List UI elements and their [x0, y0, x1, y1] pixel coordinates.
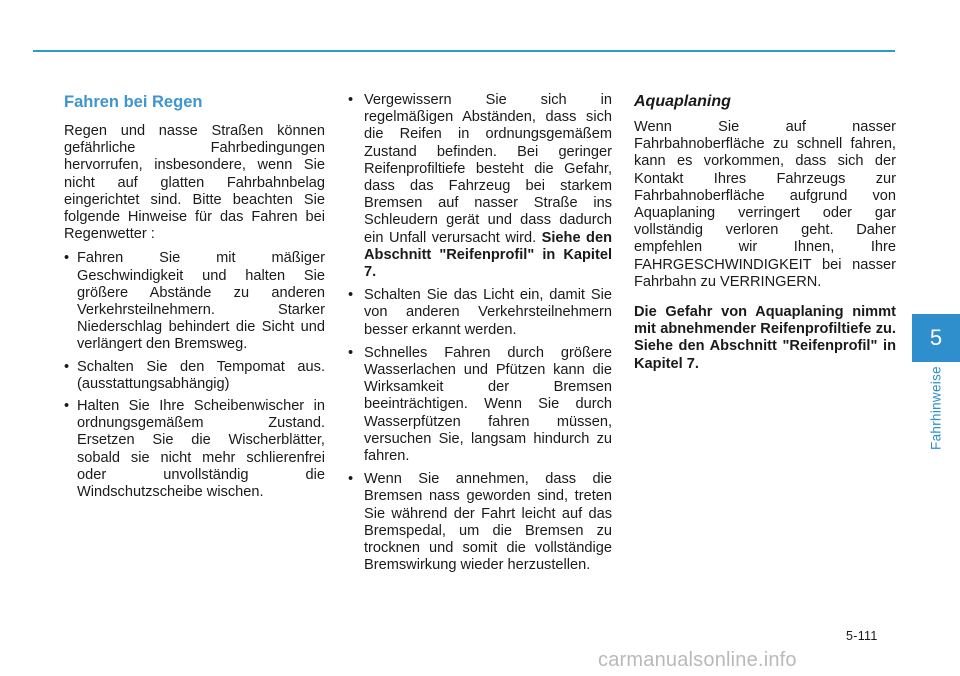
list-item: • Schalten Sie das Licht ein, damit Sie von anderen Verkehrsteilnehmern besser erkannt werden. [348, 287, 612, 339]
tire-check-text: Vergewissern Sie sich in regelmäßigen Abständen, dass sich die Reifen in ordnungsgemäßem Zustand befinden. Bei geringer Reifenprofiltiefe besteht die Gefahr, dass das Fahrzeug bei starkem Bremsen auf nasser Straße ins Schleudern gerät und dass dadurch ein Unfall verursacht wird. [364, 92, 612, 246]
list-item [348, 92, 612, 281]
column-1 [64, 92, 325, 506]
list-item: • Schnelles Fahren durch größere Wasserlachen und Pfützen kann die Wirksamkeit der Bremsen beeinträchtigen. Wenn Sie durch Wasserpfützen fahren müssen, versuchen Sie, langsam hindurch zu fahren. [348, 345, 612, 465]
aquaplaning-title: Aquaplaning [634, 93, 731, 110]
tire-profile-reference: Siehe den Abschnitt "Reifenprofil" in Kapitel 7. [364, 229, 612, 281]
chapter-tab: 5 [912, 314, 960, 362]
column-2 [348, 92, 612, 580]
bullet-list-col2 [348, 92, 612, 574]
header-rule [33, 50, 895, 52]
column-3 [634, 92, 896, 373]
list-item: • Halten Sie Ihre Scheibenwischer in ordnungsgemäßem Zustand. Ersetzen Sie die Wischerblätter, sobald sie nicht mehr schlierenfrei oder unvollständig die Windschutzscheibe wischen. [64, 398, 325, 501]
bullet-list-col1 [64, 250, 325, 501]
list-item: • Fahren Sie mit mäßiger Geschwindigkeit und halten Sie größere Abstände zu anderen Verkehrsteilnehmern. Starker Niederschlag behindert die Sicht und verlängert den Bremsweg. [64, 250, 325, 353]
chapter-label: Fahrhinweise [928, 366, 944, 450]
list-item: • Wenn Sie annehmen, dass die Bremsen nass geworden sind, treten Sie während der Fahrt leicht auf das Bremspedal, um die Bremsen zu trocknen und somit die vollständige Bremswirkung wieder herzustellen. [348, 471, 612, 574]
aquaplaning-warning: Die Gefahr von Aquaplaning nimmt mit abnehmender Reifenprofiltiefe zu. Siehe den Abschnitt "Reifenprofil" in Kapitel 7. [634, 304, 896, 372]
list-item: • Schalten Sie den Tempomat aus. (ausstattungsabhängig) [64, 359, 325, 393]
intro-paragraph: Regen und nasse Straßen können gefährliche Fahrbedingungen hervorrufen, insbesondere, wenn Sie nicht auf glatten Fahrbahnbelag eingerichtet sind. Bitte beachten Sie folgende Hinweise für das Fahren bei Regenwetter : [64, 123, 325, 243]
page-number: 5-111 [846, 629, 878, 643]
watermark: carmanualsonline.info [598, 649, 797, 671]
aquaplaning-body: Wenn Sie auf nasser Fahrbahnoberfläche zu schnell fahren, kann es vorkommen, dass sich der Kontakt Ihres Fahrzeugs zur Fahrbahnoberfläche aufgrund von Aquaplaning verringert oder gar vollständig verloren geht. Daher empfehlen wir Ihnen, Ihre FAHRGESCHWINDIGKEIT bei nasser Fahrbahn zu VERRINGERN. [634, 119, 896, 290]
section-title: Fahren bei Regen [64, 93, 203, 111]
